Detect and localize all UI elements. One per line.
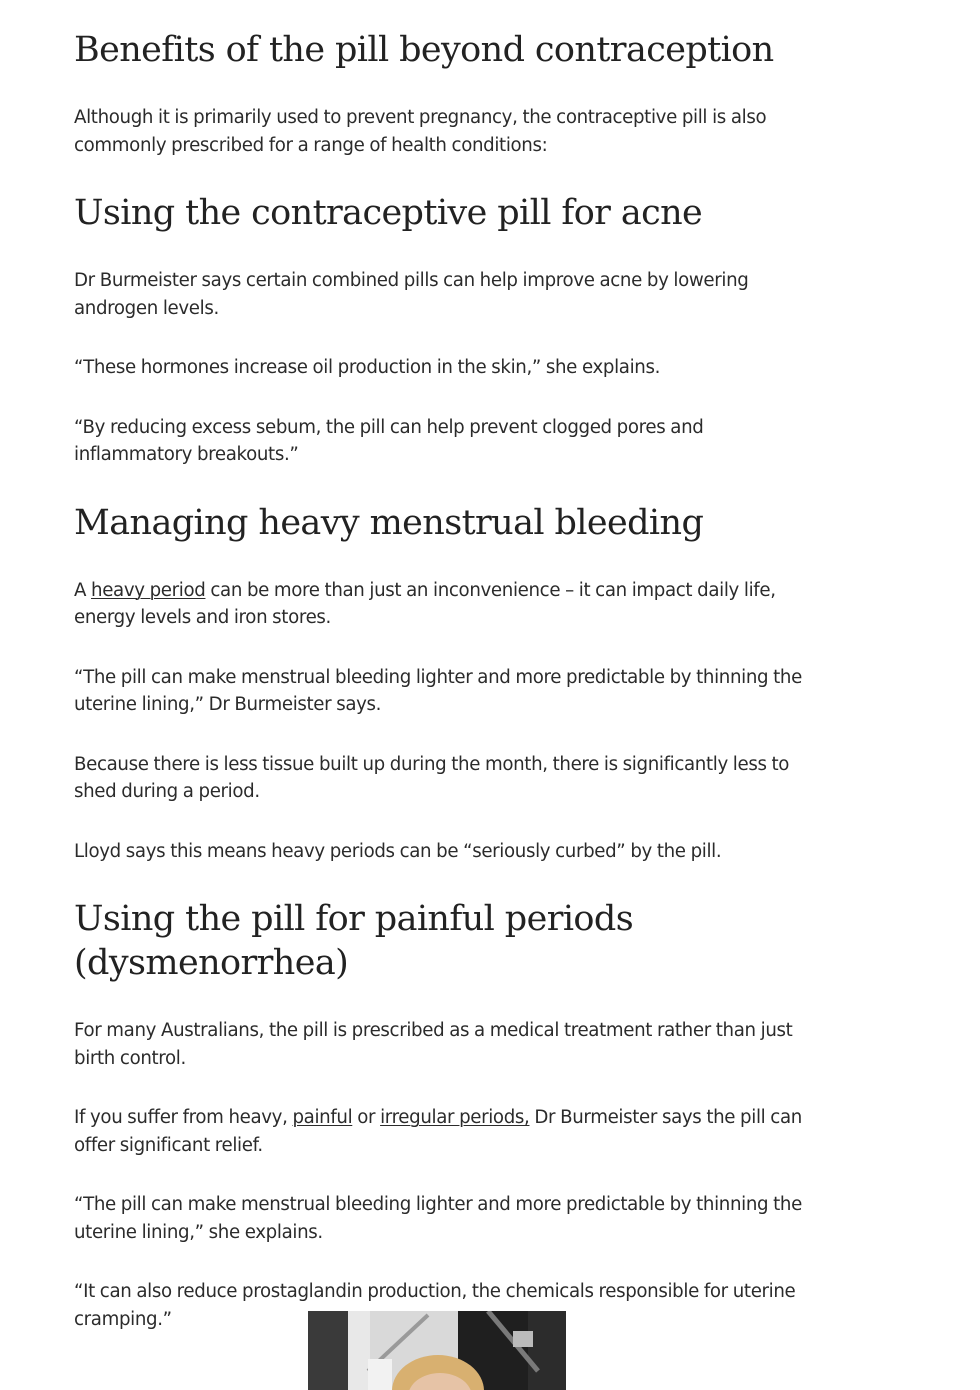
pain-paragraph-2 xyxy=(74,1104,804,1159)
acne-paragraph-2: “These hormones increase oil production in the skin,” she explains. xyxy=(74,357,661,378)
bleeding-p1-text-before: A xyxy=(74,579,92,601)
painful-link[interactable]: painful xyxy=(292,1107,353,1128)
irregular-periods-link[interactable]: irregular periods, xyxy=(380,1107,530,1128)
intro-paragraph: Although it is primarily used to prevent pregnancy, the contraceptive pill is also commonly prescribed for a range of health conditions: xyxy=(74,107,767,156)
bleeding-paragraph-4: Lloyd says this means heavy periods can be “seriously curbed” by the pill. xyxy=(74,840,722,862)
heading-acne: Using the contraceptive pill for acne xyxy=(74,193,703,233)
article-photo xyxy=(308,1311,566,1390)
pain-p2-text-before: If you suffer from heavy, xyxy=(74,1107,293,1128)
pain-p2-text-mid: or xyxy=(352,1107,381,1128)
bleeding-paragraph-3: Because there is less tissue built up during the month, there is significantly less to shed during a period. xyxy=(74,753,790,802)
pain-paragraph-3: “The pill can make menstrual bleeding lighter and more predictable by thinning the uterine lining,” she explains. xyxy=(74,1194,802,1243)
bleeding-paragraph-2: “The pill can make menstrual bleeding lighter and more predictable by thinning the uterine lining,” Dr Burmeister says. xyxy=(74,666,802,715)
acne-paragraph-1: Dr Burmeister says certain combined pills can help improve acne by lowering androgen levels. xyxy=(74,270,749,319)
portrait-photo-icon xyxy=(308,1311,566,1390)
heading-heavy-bleeding: Managing heavy menstrual bleeding xyxy=(74,502,704,543)
pain-paragraph-4: “It can also reduce prostaglandin production, the chemicals responsible for uterine cramping.” xyxy=(74,1281,796,1330)
pain-paragraph-1: For many Australians, the pill is prescribed as a medical treatment rather than just birth control. xyxy=(74,1020,793,1069)
article-body xyxy=(74,0,804,1333)
bleeding-paragraph-1 xyxy=(74,577,804,632)
bleeding-p1-text-after: can be more than just an inconvenience – it can impact daily life, energy levels and iron stores. xyxy=(74,579,776,628)
heading-painful-periods: Using the pill for painful periods (dysmenorrhea) xyxy=(74,899,634,983)
heading-benefits: Benefits of the pill beyond contraception xyxy=(74,30,774,70)
pain-p2-text-after: Dr Burmeister says the pill can offer significant relief. xyxy=(74,1107,802,1156)
heavy-period-link[interactable]: heavy period xyxy=(91,579,206,601)
acne-paragraph-3: “By reducing excess sebum, the pill can help prevent clogged pores and inflammatory breakouts.” xyxy=(74,416,704,465)
